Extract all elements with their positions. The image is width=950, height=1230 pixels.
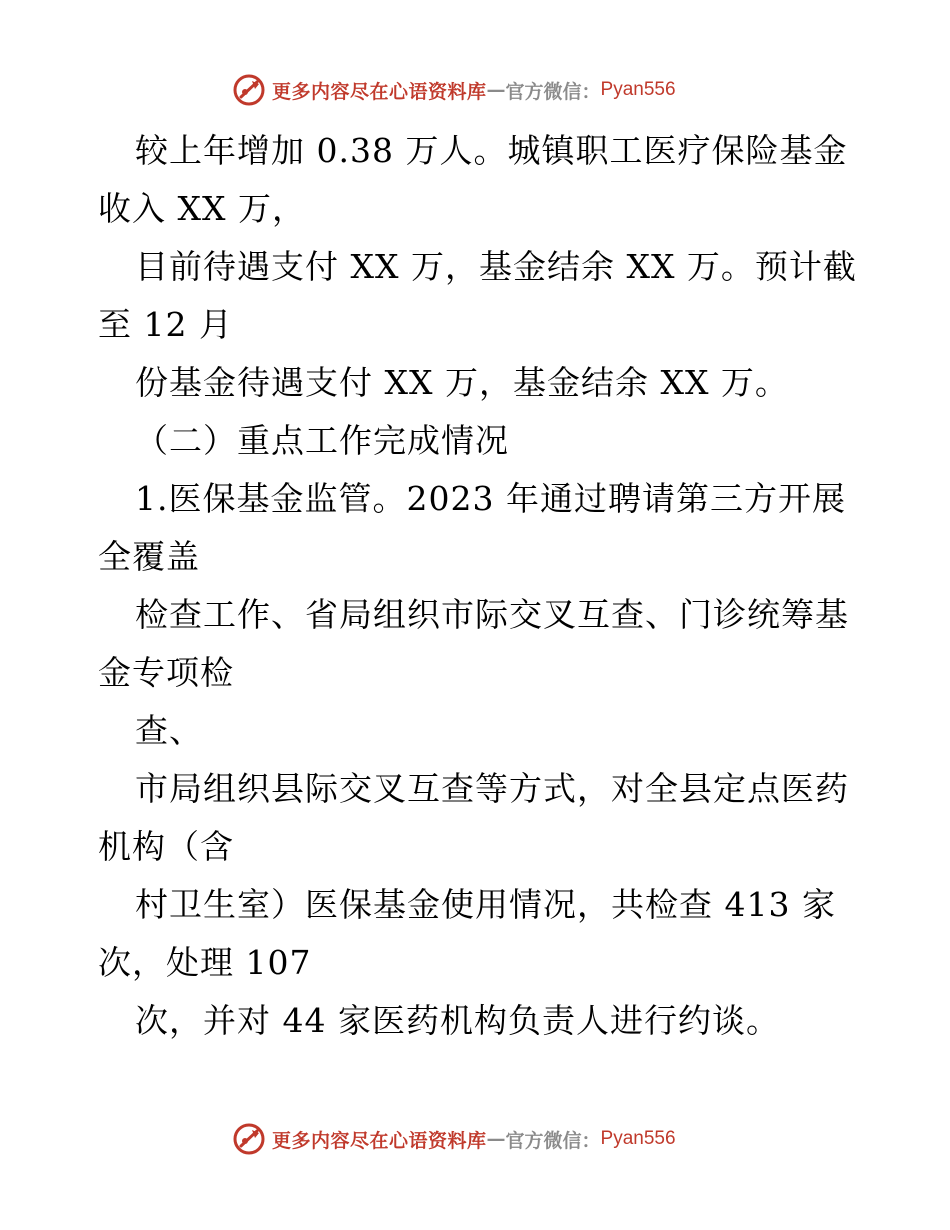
text-line: 次，并对 44 家医药机构负责人进行约谈。: [135, 1001, 780, 1040]
text-line: 目前待遇支付 XX 万，基金结余 XX 万。预计截: [135, 247, 857, 286]
brand-logo-icon: [232, 1122, 266, 1156]
wechat-id: Pyan556: [600, 1128, 676, 1149]
section-heading: （二）重点工作完成情况: [135, 421, 509, 460]
text-line: 较上年增加 0.38 万人。城镇职工医疗保险基金: [135, 131, 848, 170]
text-line: 村卫生室）医保基金使用情况，共检查 413 家: [135, 885, 836, 924]
text-line: 1.医保基金监管。2023 年通过聘请第三方开展: [135, 479, 846, 518]
wechat-id: Pyan556: [600, 79, 676, 100]
text-line: 机构（含: [98, 827, 234, 866]
banner-dash: —: [486, 1128, 506, 1150]
text-line: 收入 XX 万，: [98, 189, 306, 228]
brand-logo-icon: [232, 73, 266, 107]
site-name: 更多内容尽在心语资料库: [272, 1129, 487, 1152]
banner-dash: —: [486, 79, 506, 101]
footer-watermark-banner: [232, 1122, 676, 1156]
header-watermark-banner: [232, 73, 676, 107]
text-line: 全覆盖: [98, 537, 200, 576]
text-line: 次，处理 107: [98, 943, 312, 982]
wechat-label: 官方微信：: [505, 80, 601, 103]
text-line: 至 12 月: [98, 305, 233, 344]
site-name: 更多内容尽在心语资料库: [272, 80, 487, 103]
text-line: 市局组织县际交叉互查等方式，对全县定点医药: [135, 769, 849, 808]
text-line: 金专项检: [98, 653, 234, 692]
text-line: 份基金待遇支付 XX 万，基金结余 XX 万。: [135, 363, 789, 402]
text-line: 查、: [135, 711, 203, 750]
text-line: 检查工作、省局组织市际交叉互查、门诊统筹基: [135, 595, 849, 634]
document-body: [98, 122, 898, 1050]
wechat-label: 官方微信：: [505, 1129, 601, 1152]
